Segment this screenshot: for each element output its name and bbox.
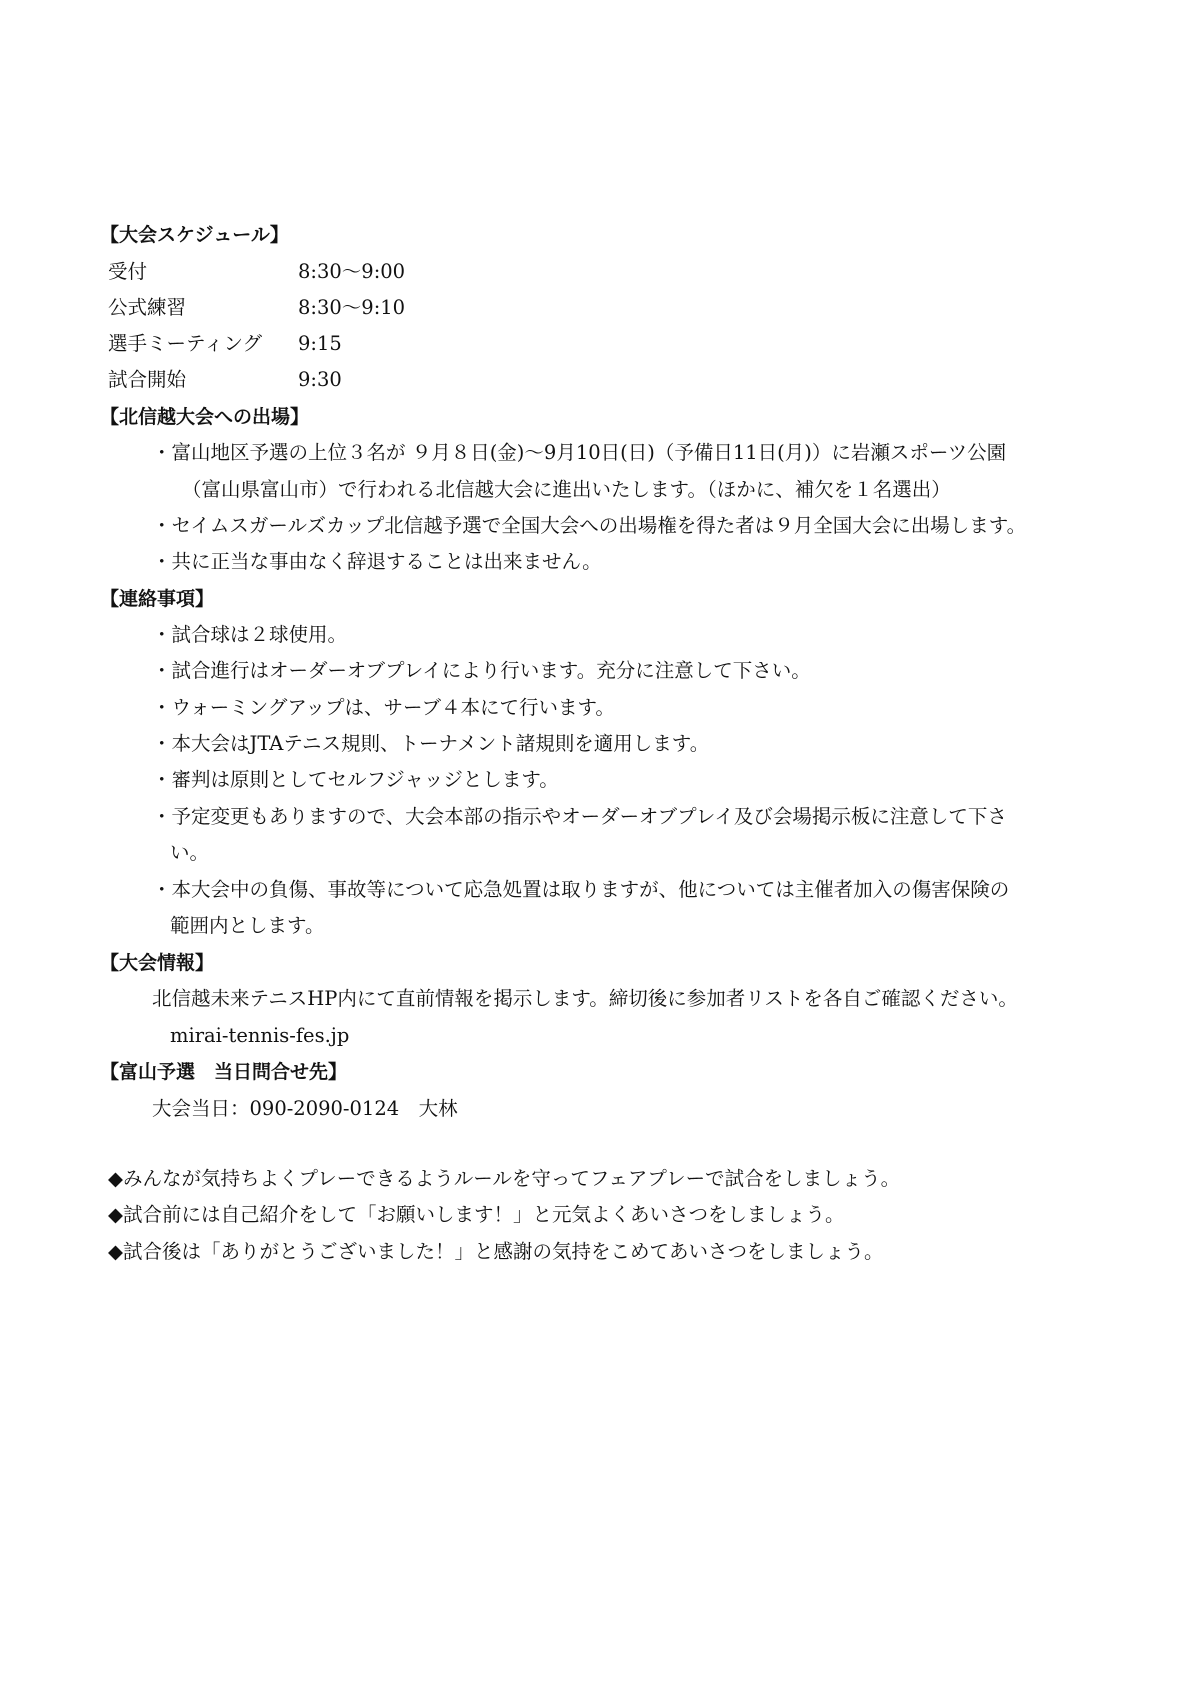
manner-line-1: ◆みんなが気持ちよくプレーできるようルールを守ってフェアプレーで試合をしましょう。: [108, 1167, 901, 1190]
manner-line-2: ◆試合前には自己紹介をして「お願いします！」と元気よくあいさつをしましょう。: [108, 1203, 845, 1226]
manner-line-3: ◆試合後は「ありがとうございました！」と感謝の気持をこめてあいさつをしましょう。: [108, 1240, 884, 1263]
notice-line-1: ・試合球は２球使用。: [152, 623, 348, 646]
notice-line-7-cont: 範囲内とします。: [170, 914, 325, 937]
notice-line-7: ・本大会中の負傷、事故等について応急処置は取りますが、他については主催者加入の傷害保険の: [152, 878, 1010, 901]
schedule-time-practice: 8:30～9:10: [298, 296, 406, 319]
contact-line: 大会当日：090-2090-0124 大林: [152, 1097, 458, 1120]
info-url: mirai-tennis-fes.jp: [170, 1024, 350, 1047]
hokushinetsu-line-3: ・セイムスガールズカップ北信越予選で全国大会への出場権を得た者は９月全国大会に出場します。: [152, 514, 1027, 537]
schedule-time-reception: 8:30～9:00: [298, 260, 406, 283]
schedule-label-meeting: 選手ミーティング: [108, 332, 263, 355]
notice-line-4: ・本大会はJTAテニス規則、トーナメント諸規則を適用します。: [152, 732, 710, 755]
info-line-1: 北信越未来テニスHP内にて直前情報を掲示します。締切後に参加者リストを各自ご確認ください。: [152, 987, 1018, 1010]
notice-line-2: ・試合進行はオーダーオブプレイにより行います。充分に注意して下さい。: [152, 659, 811, 682]
hokushinetsu-heading: 【北信越大会への出場】: [100, 406, 310, 428]
schedule-label-match-start: 試合開始: [108, 368, 187, 391]
notice-line-5: ・審判は原則としてセルフジャッジとします。: [152, 768, 559, 791]
info-heading: 【大会情報】: [100, 952, 215, 974]
notice-line-3: ・ウォーミングアップは、サーブ４本にて行います。: [152, 696, 615, 719]
contact-heading: 【富山予選 当日問合せ先】: [100, 1061, 348, 1083]
schedule-label-reception: 受付: [108, 260, 148, 283]
schedule-label-practice: 公式練習: [108, 296, 187, 319]
schedule-time-meeting: 9:15: [298, 332, 342, 355]
notices-heading: 【連絡事項】: [100, 588, 215, 610]
notice-line-6-cont: い。: [170, 841, 210, 864]
hokushinetsu-line-4: ・共に正当な事由なく辞退することは出来ません。: [152, 550, 602, 573]
hokushinetsu-line-1: ・富山地区予選の上位３名が ９月８日(金)～9月10日(日)（予備日11日(月)）に岩瀬スポーツ公園: [152, 441, 1007, 464]
schedule-time-match-start: 9:30: [298, 368, 342, 391]
notice-line-6: ・予定変更もありますので、大会本部の指示やオーダーオブプレイ及び会場掲示板に注意して下さ: [152, 805, 1007, 828]
hokushinetsu-line-2: （富山県富山市）で行われる北信越大会に進出いたします。（ほかに、補欠を１名選出）: [182, 478, 951, 501]
schedule-heading: 【大会スケジュール】: [100, 224, 289, 246]
